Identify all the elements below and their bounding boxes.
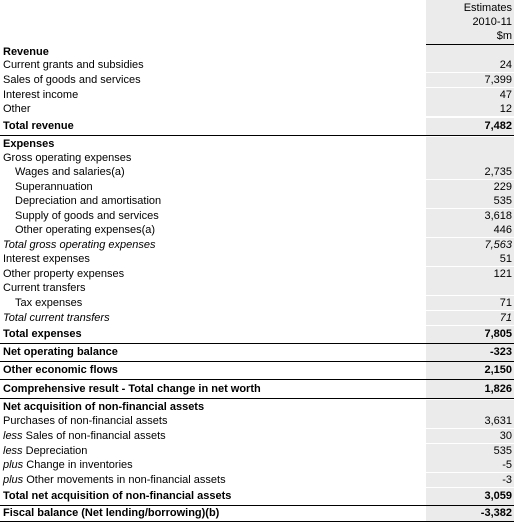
table-row <box>0 209 514 223</box>
table-row <box>0 223 514 237</box>
table-row <box>0 344 514 361</box>
row-label <box>3 346 118 358</box>
row-label <box>3 430 166 442</box>
row-value: 7,563 <box>484 239 512 251</box>
row-label-text: Other movements in non-financial assets <box>26 474 226 486</box>
row-label-text: Net acquisition of non-financial assets <box>3 401 205 413</box>
table-row <box>0 252 514 266</box>
row-value: 121 <box>493 268 512 280</box>
row-label-text: Current grants and subsidies <box>3 59 144 71</box>
row-divider <box>0 135 514 136</box>
row-value: 3,618 <box>484 210 512 222</box>
row-label-text: Superannuation <box>15 181 93 193</box>
table-row <box>0 311 514 325</box>
row-label-text: Revenue <box>3 46 49 58</box>
row-label-text: Total net acquisition of non-financial assets <box>3 490 232 502</box>
row-label <box>3 445 87 457</box>
row-label <box>3 312 110 324</box>
row-label-text: Sales of goods and services <box>3 74 141 86</box>
row-label-text: Other property expenses <box>3 268 125 280</box>
row-label-text: Tax expenses <box>15 297 83 309</box>
row-label <box>15 224 155 236</box>
row-label-text: Supply of goods and services <box>15 210 159 222</box>
table-row <box>0 362 514 379</box>
row-label <box>3 120 74 132</box>
row-label-text: Expenses <box>3 138 55 150</box>
row-label-text: Purchases of non-financial assets <box>3 415 168 427</box>
value-cell-background <box>426 458 514 472</box>
table-row <box>0 400 514 414</box>
row-label-text: Net operating balance <box>3 346 118 358</box>
table-row <box>0 137 514 151</box>
row-label <box>3 415 167 427</box>
row-value: 47 <box>499 89 512 101</box>
row-value: -3,382 <box>480 507 512 519</box>
row-label <box>3 401 204 413</box>
row-value: 446 <box>493 224 512 236</box>
row-value: 1,826 <box>484 383 512 395</box>
table-row <box>0 326 514 343</box>
row-label-text: Depreciation and amortisation <box>15 195 162 207</box>
row-label <box>3 138 54 150</box>
table-row <box>0 194 514 208</box>
row-label-text: Total expenses <box>3 328 82 340</box>
table-row <box>0 102 514 116</box>
row-label <box>3 268 124 280</box>
row-label-text: Other economic flows <box>3 364 118 376</box>
row-label-text: Other <box>3 103 31 115</box>
row-value: -5 <box>502 459 512 471</box>
row-label-prefix: plus <box>3 459 24 471</box>
table-row <box>0 58 514 72</box>
table-row <box>0 380 514 398</box>
row-label-text: Change in inventories <box>26 459 133 471</box>
table-row <box>0 267 514 281</box>
row-label <box>3 46 49 58</box>
row-label <box>3 282 86 294</box>
row-value: 2,735 <box>484 166 512 178</box>
row-label <box>3 59 144 71</box>
row-label-text: Sales of non-financial assets <box>25 430 166 442</box>
row-value: 51 <box>499 253 512 265</box>
row-label <box>3 490 231 502</box>
row-value: 535 <box>493 445 512 457</box>
table-row <box>0 238 514 252</box>
table-row <box>0 151 514 165</box>
column-header-year: 2010-11 <box>472 16 512 28</box>
row-value: 3,631 <box>484 415 512 427</box>
row-label <box>15 210 159 222</box>
row-label <box>15 195 161 207</box>
row-label-text: Gross operating expenses <box>3 152 132 164</box>
value-cell-background <box>426 45 514 59</box>
value-cell-background <box>426 151 514 165</box>
row-label-text: Fiscal balance (Net lending/borrowing)(b) <box>3 507 220 519</box>
row-value: 71 <box>499 297 512 309</box>
row-divider <box>0 398 514 399</box>
row-label-text: Total revenue <box>3 120 74 132</box>
row-label <box>3 328 82 340</box>
row-value: 229 <box>493 181 512 193</box>
value-cell-background <box>426 400 514 414</box>
row-label <box>3 364 118 376</box>
column-header-estimates: Estimates <box>463 2 512 14</box>
row-value: 7,399 <box>484 74 512 86</box>
table-row <box>0 414 514 428</box>
row-label <box>3 152 131 164</box>
row-label-text: Total current transfers <box>3 312 110 324</box>
table-row <box>0 73 514 87</box>
row-value: 12 <box>499 103 512 115</box>
row-label-text: Comprehensive result - Total change in net worth <box>3 383 261 395</box>
row-value: 535 <box>493 195 512 207</box>
row-label-text: Interest income <box>3 89 79 101</box>
row-label <box>3 253 90 265</box>
row-label-text: Other operating expenses(a) <box>15 224 156 236</box>
value-cell-background <box>426 137 514 151</box>
column-header-units: $m <box>496 30 512 42</box>
row-label <box>15 181 93 193</box>
row-label-text: Depreciation <box>25 445 88 457</box>
table-row <box>0 296 514 310</box>
table-row <box>0 45 514 59</box>
row-value: 2,150 <box>484 364 512 376</box>
table-row <box>0 488 514 505</box>
row-label <box>3 89 78 101</box>
table-row <box>0 458 514 472</box>
row-label <box>3 507 219 519</box>
row-value: -3 <box>502 474 512 486</box>
row-label <box>15 166 125 178</box>
row-label <box>3 239 155 251</box>
table-row <box>0 180 514 194</box>
table-row <box>0 118 514 135</box>
table-row <box>0 429 514 443</box>
row-value: -323 <box>489 346 512 358</box>
row-value: 71 <box>499 312 512 324</box>
table-row <box>0 88 514 102</box>
row-label-text: Interest expenses <box>3 253 90 265</box>
row-label-prefix: less <box>3 445 23 457</box>
row-label-text: Current transfers <box>3 282 86 294</box>
table-row <box>0 506 514 521</box>
row-label-prefix: less <box>3 430 23 442</box>
row-value: 30 <box>499 430 512 442</box>
row-label <box>3 383 261 395</box>
row-label <box>3 459 133 471</box>
row-label-text: Total gross operating expenses <box>3 239 156 251</box>
row-value: 7,482 <box>484 120 512 132</box>
table-row <box>0 165 514 179</box>
table-row <box>0 281 514 295</box>
row-label-prefix: plus <box>3 474 24 486</box>
value-cell-background <box>426 473 514 487</box>
value-cell-background <box>426 281 514 295</box>
row-value: 7,805 <box>484 328 512 340</box>
table-row <box>0 444 514 458</box>
row-label <box>3 74 141 86</box>
row-label <box>15 297 82 309</box>
row-label-text: Wages and salaries(a) <box>15 166 125 178</box>
table-row <box>0 473 514 487</box>
row-value: 24 <box>499 59 512 71</box>
row-value: 3,059 <box>484 490 512 502</box>
row-label <box>3 103 31 115</box>
row-label <box>3 474 226 486</box>
column-header <box>426 0 514 45</box>
